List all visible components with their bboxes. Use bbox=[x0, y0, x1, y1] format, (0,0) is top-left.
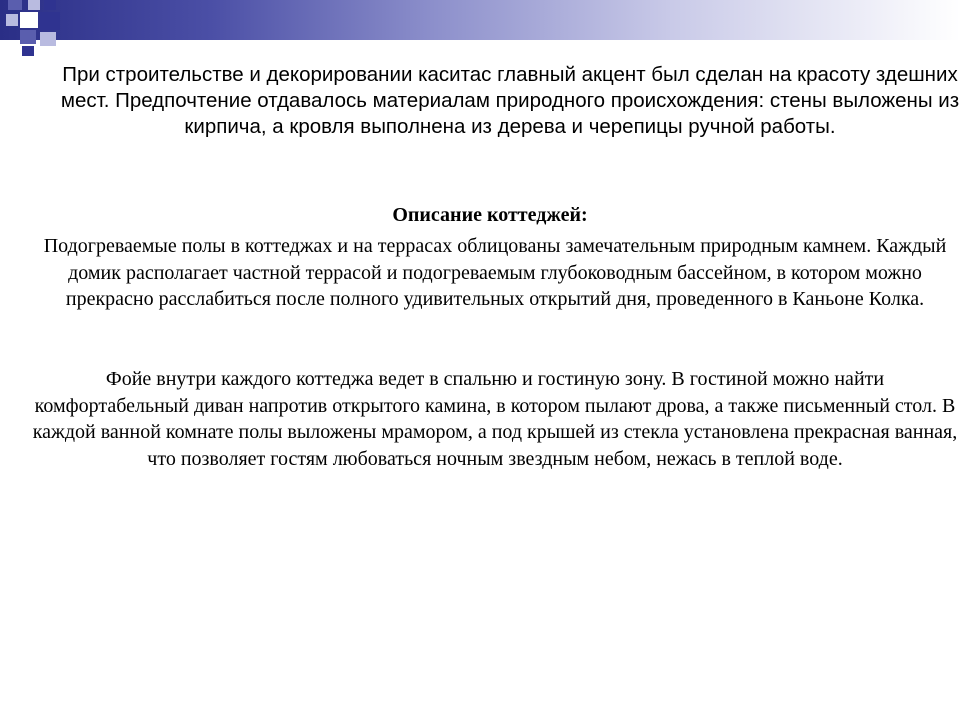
header-gradient-bar bbox=[0, 0, 960, 40]
cottage-description-paragraph-2: Фойе внутри каждого коттеджа ведет в спальню и гостиную зону. В гостиной можно найти комфортабельный диван напротив открытого камина, в котором пылают дрова, а также письменный стол. В каждой ванной комнате полы выложены мрамором, а под крышей из стекла установлена прекрасная ванная, что позволяет гостям любоваться ночным звездным небом, нежась в теплой воде. bbox=[32, 368, 958, 470]
intro-paragraph: При строительстве и декорировании каситас главный акцент был сделан на красоту здешних мест. Предпочтение отдавалось материалам природного происхождения: стены выложены из кирпича, а кровля выполнена из дерева и черепицы ручной работы. bbox=[60, 63, 960, 138]
cottage-description-paragraph-1: Подогреваемые полы в коттеджах и на террасах облицованы замечательным природным камнем. Каждый домик располагает частной террасой и подогреваемым глубоководным бассейном, в котором можно прекрасно расслабиться после полного удивительных открытий дня, проведенного в Каньоне Колка. bbox=[43, 235, 947, 310]
section-heading: Описание коттеджей: bbox=[392, 204, 588, 226]
